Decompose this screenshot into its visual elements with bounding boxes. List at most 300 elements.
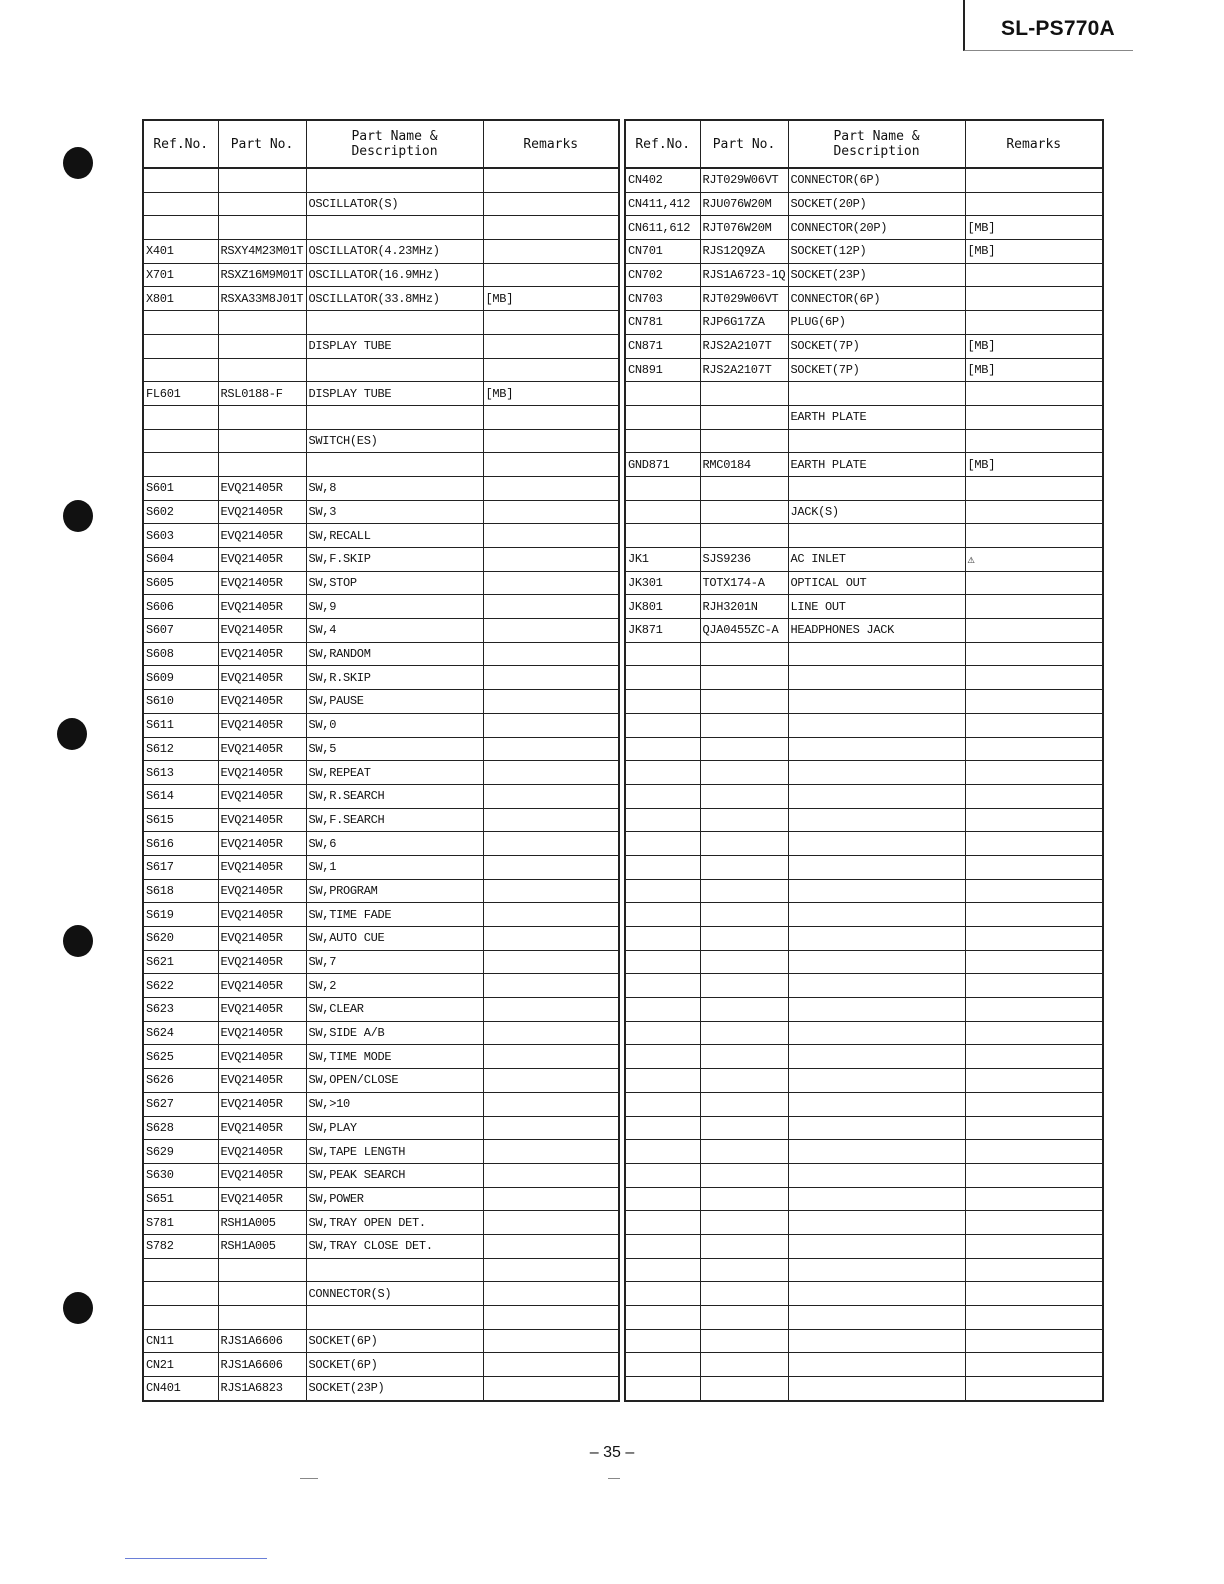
part-no-cell: RJU076W20M	[700, 192, 788, 216]
table-row	[143, 429, 619, 453]
description-cell: CONNECTOR(20P)	[788, 216, 965, 240]
remarks-cell	[483, 429, 619, 453]
ref-no-cell	[625, 666, 700, 690]
description-cell	[788, 1211, 965, 1235]
part-no-cell: EVQ21405R	[218, 1092, 306, 1116]
remarks-cell	[483, 1021, 619, 1045]
part-no-cell	[218, 334, 306, 358]
page-number: – 35 –	[589, 1444, 635, 1461]
description-cell: SW,8	[306, 476, 483, 500]
description-cell: SOCKET(7P)	[788, 334, 965, 358]
ref-no-cell: S627	[143, 1092, 218, 1116]
remarks-cell	[483, 619, 619, 643]
table-row	[143, 500, 619, 524]
description-cell	[788, 903, 965, 927]
ref-no-cell	[625, 808, 700, 832]
ref-no-cell	[625, 1211, 700, 1235]
table-row	[625, 1306, 1103, 1330]
scan-artifact	[608, 1478, 620, 1479]
description-cell: SOCKET(7P)	[788, 358, 965, 382]
part-no-cell	[700, 784, 788, 808]
description-cell: SW,TRAY CLOSE DET.	[306, 1234, 483, 1258]
description-cell: SW,PLAY	[306, 1116, 483, 1140]
part-no-cell: EVQ21405R	[218, 690, 306, 714]
table-row	[143, 737, 619, 761]
part-no-cell	[218, 1306, 306, 1330]
binder-hole-2	[63, 500, 93, 532]
table-row	[143, 1258, 619, 1282]
ref-no-cell	[625, 713, 700, 737]
part-no-cell: SJS9236	[700, 548, 788, 572]
part-no-cell: EVQ21405R	[218, 524, 306, 548]
part-no-cell: EVQ21405R	[218, 548, 306, 572]
description-cell: SW,PAUSE	[306, 690, 483, 714]
table-row	[625, 1069, 1103, 1093]
ref-no-cell	[625, 950, 700, 974]
part-no-cell: EVQ21405R	[218, 879, 306, 903]
table-row	[625, 1140, 1103, 1164]
remarks-cell: [MB]	[965, 358, 1103, 382]
ref-no-cell	[143, 1306, 218, 1330]
description-cell	[788, 1045, 965, 1069]
ref-no-cell: S619	[143, 903, 218, 927]
description-cell: OSCILLATOR(S)	[306, 192, 483, 216]
description-cell: EARTH PLATE	[788, 453, 965, 477]
description-cell: SW,RANDOM	[306, 642, 483, 666]
table-row	[625, 784, 1103, 808]
description-cell: SW,REPEAT	[306, 761, 483, 785]
table-row	[143, 998, 619, 1022]
table-row	[625, 571, 1103, 595]
ref-no-cell: S616	[143, 832, 218, 856]
ref-no-cell	[143, 334, 218, 358]
ref-no-cell: GND871	[625, 453, 700, 477]
part-no-cell	[218, 1258, 306, 1282]
part-no-cell	[700, 808, 788, 832]
table-row	[143, 1329, 619, 1353]
table-row	[625, 1282, 1103, 1306]
table-row	[143, 1234, 619, 1258]
ref-no-cell: S782	[143, 1234, 218, 1258]
ref-no-cell: CN611,612	[625, 216, 700, 240]
remarks-cell	[965, 998, 1103, 1022]
ref-no-cell: S614	[143, 784, 218, 808]
table-row	[143, 1187, 619, 1211]
part-no-cell	[700, 879, 788, 903]
remarks-cell	[483, 240, 619, 264]
table-row	[143, 927, 619, 951]
ref-no-cell: S609	[143, 666, 218, 690]
remarks-cell	[483, 476, 619, 500]
part-no-cell	[700, 761, 788, 785]
remarks-cell	[483, 1234, 619, 1258]
col-remarks: Remarks	[483, 120, 619, 168]
description-cell	[788, 832, 965, 856]
table-row	[625, 879, 1103, 903]
description-cell	[788, 761, 965, 785]
ref-no-cell: S626	[143, 1069, 218, 1093]
description-cell: SW,STOP	[306, 571, 483, 595]
ref-no-cell: CN781	[625, 311, 700, 335]
remarks-cell	[965, 1353, 1103, 1377]
ref-no-cell	[625, 1306, 700, 1330]
remarks-cell	[483, 1353, 619, 1377]
remarks-cell	[483, 974, 619, 998]
description-cell: SW,CLEAR	[306, 998, 483, 1022]
part-no-cell	[700, 927, 788, 951]
parts-table-left	[142, 119, 620, 1402]
remarks-cell	[483, 832, 619, 856]
part-no-cell: RSXZ16M9M01T	[218, 263, 306, 287]
part-no-cell: EVQ21405R	[218, 500, 306, 524]
table-row	[625, 168, 1103, 192]
part-no-cell	[700, 1258, 788, 1282]
ref-no-cell	[143, 1258, 218, 1282]
description-cell	[788, 1353, 965, 1377]
footer-rule	[125, 1558, 267, 1559]
remarks-cell	[965, 690, 1103, 714]
part-no-cell: EVQ21405R	[218, 1069, 306, 1093]
remarks-cell	[483, 879, 619, 903]
description-cell	[788, 855, 965, 879]
description-cell	[306, 1306, 483, 1330]
ref-no-cell: S621	[143, 950, 218, 974]
table-row	[143, 476, 619, 500]
col-part-no: Part No.	[700, 120, 788, 168]
description-cell	[788, 974, 965, 998]
ref-no-cell: S608	[143, 642, 218, 666]
ref-no-cell: X701	[143, 263, 218, 287]
remarks-cell	[483, 903, 619, 927]
ref-no-cell	[625, 1258, 700, 1282]
part-no-cell	[700, 1187, 788, 1211]
table-row	[143, 1306, 619, 1330]
ref-no-cell	[625, 1282, 700, 1306]
remarks-cell	[483, 784, 619, 808]
ref-no-cell	[625, 1163, 700, 1187]
scan-artifact	[300, 1478, 318, 1479]
remarks-cell	[483, 1377, 619, 1401]
description-cell: HEADPHONES JACK	[788, 619, 965, 643]
part-no-cell	[700, 1377, 788, 1401]
part-no-cell	[700, 1306, 788, 1330]
part-no-cell: EVQ21405R	[218, 642, 306, 666]
table-row	[143, 1116, 619, 1140]
part-no-cell	[700, 1021, 788, 1045]
description-cell: OSCILLATOR(4.23MHz)	[306, 240, 483, 264]
table-row	[143, 974, 619, 998]
ref-no-cell	[625, 690, 700, 714]
remarks-cell	[483, 168, 619, 192]
table-row	[143, 358, 619, 382]
description-cell	[788, 1069, 965, 1093]
part-no-cell: EVQ21405R	[218, 974, 306, 998]
remarks-cell: [MB]	[965, 216, 1103, 240]
ref-no-cell: CN891	[625, 358, 700, 382]
table-row	[625, 690, 1103, 714]
remarks-cell	[483, 855, 619, 879]
remarks-cell	[483, 311, 619, 335]
table-row	[143, 761, 619, 785]
table-row	[625, 429, 1103, 453]
remarks-cell	[965, 903, 1103, 927]
description-cell	[788, 642, 965, 666]
remarks-cell	[483, 571, 619, 595]
ref-no-cell: CN701	[625, 240, 700, 264]
remarks-cell: [MB]	[965, 240, 1103, 264]
table-row	[625, 666, 1103, 690]
remarks-cell	[483, 1187, 619, 1211]
table-row	[143, 1045, 619, 1069]
remarks-cell	[483, 548, 619, 572]
part-no-cell: EVQ21405R	[218, 666, 306, 690]
ref-no-cell: S606	[143, 595, 218, 619]
description-cell: SW,2	[306, 974, 483, 998]
remarks-cell	[965, 1234, 1103, 1258]
ref-no-cell	[143, 216, 218, 240]
description-cell	[788, 1116, 965, 1140]
description-cell: SW,7	[306, 950, 483, 974]
remarks-cell	[965, 832, 1103, 856]
remarks-cell	[965, 429, 1103, 453]
description-cell	[788, 1329, 965, 1353]
description-cell	[306, 358, 483, 382]
table-row	[625, 1353, 1103, 1377]
description-cell	[788, 1306, 965, 1330]
ref-no-cell	[143, 358, 218, 382]
table-row	[625, 1329, 1103, 1353]
remarks-cell	[965, 1282, 1103, 1306]
remarks-cell	[965, 500, 1103, 524]
part-no-cell: RJT029W06VT	[700, 168, 788, 192]
description-cell: SW,PROGRAM	[306, 879, 483, 903]
ref-no-cell	[143, 453, 218, 477]
ref-no-cell: S603	[143, 524, 218, 548]
part-no-cell: TOTX174-A	[700, 571, 788, 595]
ref-no-cell: CN411,412	[625, 192, 700, 216]
binder-hole-3	[57, 718, 87, 750]
part-no-cell	[700, 382, 788, 406]
description-cell	[788, 879, 965, 903]
ref-no-cell	[625, 903, 700, 927]
part-no-cell	[700, 405, 788, 429]
part-no-cell: RJS2A2107T	[700, 334, 788, 358]
ref-no-cell: CN21	[143, 1353, 218, 1377]
table-row	[143, 287, 619, 311]
ref-no-cell: S625	[143, 1045, 218, 1069]
part-no-cell	[700, 1211, 788, 1235]
part-no-cell: RJT076W20M	[700, 216, 788, 240]
remarks-cell	[483, 808, 619, 832]
part-no-cell	[700, 832, 788, 856]
description-cell	[306, 216, 483, 240]
part-no-cell: EVQ21405R	[218, 784, 306, 808]
part-no-cell: EVQ21405R	[218, 595, 306, 619]
table-row	[625, 903, 1103, 927]
table-row	[625, 713, 1103, 737]
part-no-cell: RSXY4M23M01T	[218, 240, 306, 264]
table-row	[143, 808, 619, 832]
description-cell	[788, 666, 965, 690]
remarks-cell	[965, 405, 1103, 429]
part-no-cell: EVQ21405R	[218, 832, 306, 856]
description-cell	[788, 1140, 965, 1164]
ref-no-cell	[625, 761, 700, 785]
model-number: SL-PS770A	[1001, 17, 1115, 40]
ref-no-cell	[625, 476, 700, 500]
description-cell	[788, 1234, 965, 1258]
part-no-cell	[700, 1140, 788, 1164]
ref-no-cell	[625, 524, 700, 548]
description-cell	[788, 524, 965, 548]
table-row	[625, 927, 1103, 951]
table-row	[143, 1092, 619, 1116]
col-remarks: Remarks	[965, 120, 1103, 168]
description-cell	[788, 476, 965, 500]
remarks-cell	[965, 168, 1103, 192]
ref-no-cell	[625, 382, 700, 406]
part-no-cell: EVQ21405R	[218, 855, 306, 879]
part-no-cell	[700, 950, 788, 974]
remarks-cell	[965, 192, 1103, 216]
part-no-cell: RJS1A6723-1Q	[700, 263, 788, 287]
remarks-cell	[965, 476, 1103, 500]
ref-no-cell: CN401	[143, 1377, 218, 1401]
description-cell	[788, 998, 965, 1022]
ref-no-cell	[625, 1069, 700, 1093]
ref-no-cell: S651	[143, 1187, 218, 1211]
ref-no-cell	[625, 974, 700, 998]
header-row	[143, 120, 619, 168]
description-cell: SOCKET(6P)	[306, 1329, 483, 1353]
table-row	[143, 784, 619, 808]
remarks-cell	[483, 713, 619, 737]
remarks-cell	[965, 287, 1103, 311]
table-row	[143, 334, 619, 358]
part-no-cell	[700, 903, 788, 927]
ref-no-cell: S610	[143, 690, 218, 714]
description-cell: SW,TAPE LENGTH	[306, 1140, 483, 1164]
ref-no-cell: S613	[143, 761, 218, 785]
ref-no-cell: S622	[143, 974, 218, 998]
part-no-cell: EVQ21405R	[218, 998, 306, 1022]
remarks-cell	[483, 1258, 619, 1282]
ref-no-cell	[625, 1329, 700, 1353]
ref-no-cell: CN402	[625, 168, 700, 192]
ref-no-cell: S602	[143, 500, 218, 524]
description-cell: SOCKET(12P)	[788, 240, 965, 264]
description-cell: SW,R.SEARCH	[306, 784, 483, 808]
table-row	[625, 500, 1103, 524]
description-cell	[788, 690, 965, 714]
part-no-cell: RSXA33M8J01T	[218, 287, 306, 311]
parts-table-right	[624, 119, 1104, 1402]
part-no-cell	[700, 429, 788, 453]
description-cell: SW,PEAK SEARCH	[306, 1163, 483, 1187]
part-no-cell	[218, 216, 306, 240]
ref-no-cell	[625, 1353, 700, 1377]
table-row	[625, 548, 1103, 572]
remarks-cell	[483, 1116, 619, 1140]
description-cell	[788, 1258, 965, 1282]
col-ref-no: Ref.No.	[625, 120, 700, 168]
description-cell	[306, 311, 483, 335]
description-cell: SW,TIME MODE	[306, 1045, 483, 1069]
part-no-cell: EVQ21405R	[218, 1163, 306, 1187]
remarks-cell	[965, 737, 1103, 761]
remarks-cell	[965, 713, 1103, 737]
description-cell: SW,OPEN/CLOSE	[306, 1069, 483, 1093]
part-no-cell	[700, 1092, 788, 1116]
description-cell: DISPLAY TUBE	[306, 382, 483, 406]
table-row	[625, 1377, 1103, 1401]
remarks-cell	[965, 1092, 1103, 1116]
remarks-cell	[965, 311, 1103, 335]
remarks-cell	[483, 998, 619, 1022]
binder-hole-5	[63, 1292, 93, 1324]
description-cell: SW,6	[306, 832, 483, 856]
remarks-cell	[483, 761, 619, 785]
table-row	[143, 642, 619, 666]
part-no-cell	[700, 998, 788, 1022]
ref-no-cell	[625, 1234, 700, 1258]
description-cell: DISPLAY TUBE	[306, 334, 483, 358]
table-row	[625, 216, 1103, 240]
remarks-cell	[965, 1045, 1103, 1069]
ref-no-cell	[625, 1187, 700, 1211]
ref-no-cell	[625, 927, 700, 951]
remarks-cell	[965, 666, 1103, 690]
remarks-cell	[483, 358, 619, 382]
ref-no-cell: S604	[143, 548, 218, 572]
remarks-cell: [MB]	[965, 453, 1103, 477]
part-no-cell	[700, 1234, 788, 1258]
ref-no-cell	[143, 311, 218, 335]
ref-no-cell	[625, 832, 700, 856]
remarks-cell	[965, 1116, 1103, 1140]
table-row	[625, 453, 1103, 477]
remarks-cell	[483, 642, 619, 666]
description-cell	[788, 1021, 965, 1045]
table-row	[625, 1234, 1103, 1258]
table-row	[143, 216, 619, 240]
ref-no-cell: S611	[143, 713, 218, 737]
description-cell	[306, 453, 483, 477]
col-description: Part Name & Description	[306, 120, 483, 168]
ref-no-cell	[625, 998, 700, 1022]
ref-no-cell: S601	[143, 476, 218, 500]
description-cell: SW,F.SEARCH	[306, 808, 483, 832]
table-row	[143, 1140, 619, 1164]
remarks-cell	[483, 1211, 619, 1235]
ref-no-cell: S624	[143, 1021, 218, 1045]
part-no-cell	[218, 1282, 306, 1306]
table-row	[143, 879, 619, 903]
remarks-cell	[483, 1329, 619, 1353]
table-row	[625, 334, 1103, 358]
binder-hole-1	[63, 147, 93, 179]
table-row	[143, 855, 619, 879]
table-row	[625, 619, 1103, 643]
remarks-cell	[965, 974, 1103, 998]
ref-no-cell	[625, 1021, 700, 1045]
table-row	[625, 1187, 1103, 1211]
description-cell: OSCILLATOR(16.9MHz)	[306, 263, 483, 287]
remarks-cell	[965, 879, 1103, 903]
ref-no-cell	[625, 1140, 700, 1164]
table-row	[143, 903, 619, 927]
description-cell: SW,0	[306, 713, 483, 737]
